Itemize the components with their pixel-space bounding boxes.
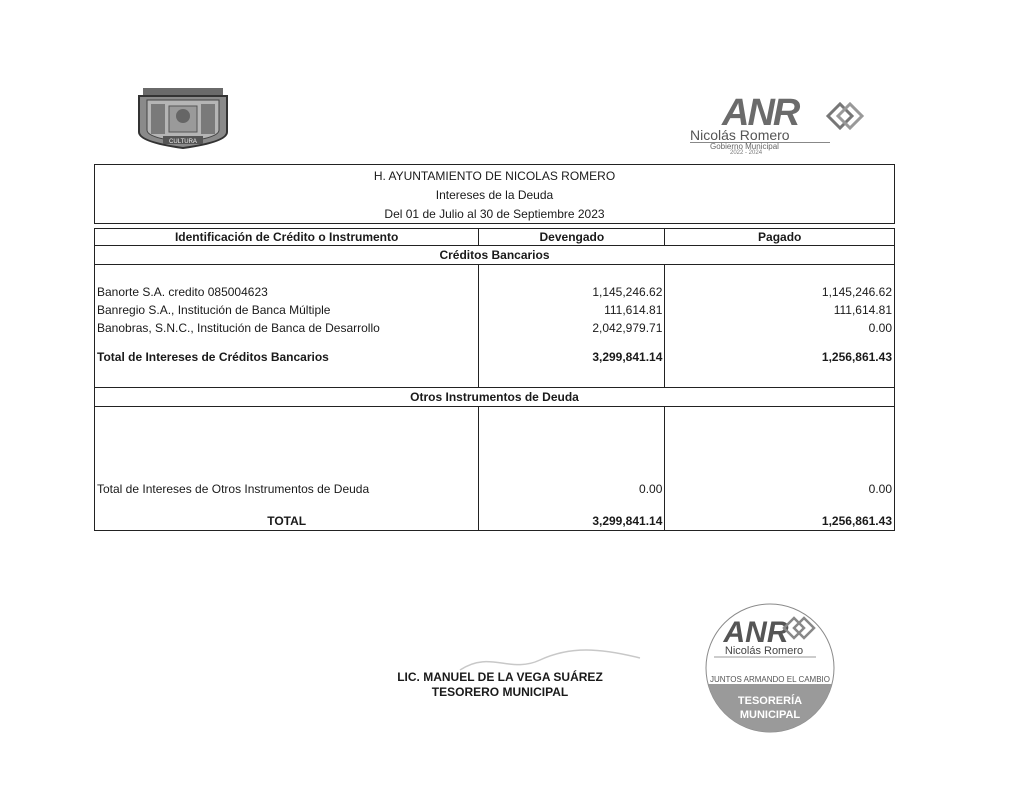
section-header-creditos	[95, 246, 895, 265]
signer-name: LIC. MANUEL DE LA VEGA SUÁREZ	[397, 670, 603, 684]
section-title-otros: Otros Instrumentos de Deuda	[95, 388, 895, 407]
nicolas-romero-logo	[686, 92, 872, 162]
stamp-line1: TESORERÍA	[737, 695, 803, 707]
total-devengado-creditos: 3,299,841.14	[479, 348, 665, 366]
credit-name: Banorte S.A. credito 085004623	[95, 283, 479, 301]
grand-total-devengado: 3,299,841.14	[479, 512, 665, 531]
spacer-row	[95, 366, 895, 388]
seal-text: CULTURA	[169, 139, 197, 145]
column-header-row	[95, 229, 895, 246]
section-title-creditos: Créditos Bancarios	[95, 246, 895, 265]
total-label-creditos: Total de Intereses de Créditos Bancarios	[95, 348, 479, 366]
credit-devengado: 2,042,979.71	[479, 319, 665, 337]
logo-subtitle: Gobierno Municipal	[710, 142, 779, 151]
credit-devengado: 111,614.81	[479, 301, 665, 319]
interest-report	[94, 164, 895, 531]
report-title: H. AYUNTAMIENTO DE NICOLAS ROMERO	[373, 169, 616, 183]
grand-total-label: TOTAL	[95, 512, 479, 531]
column-header-pagado: Pagado	[665, 229, 895, 246]
table-row	[95, 319, 895, 337]
municipal-coat-of-arms-logo	[133, 86, 233, 150]
report-period: Del 01 de Julio al 30 de Septiembre 2023	[384, 207, 605, 221]
signer-role: TESORERO MUNICIPAL	[431, 685, 569, 699]
total-row-creditos	[95, 348, 895, 366]
table-row	[95, 283, 895, 301]
credit-pagado: 0.00	[665, 319, 895, 337]
logo-years: 2022 - 2024	[730, 150, 763, 156]
column-header-devengado: Devengado	[479, 229, 665, 246]
spacer-row	[95, 407, 895, 481]
total-row-otros	[95, 480, 895, 498]
credit-devengado: 1,145,246.62	[479, 283, 665, 301]
credit-pagado: 1,145,246.62	[665, 283, 895, 301]
total-pagado-creditos: 1,256,861.43	[665, 348, 895, 366]
total-label-otros: Total de Intereses de Otros Instrumentos de Deuda	[95, 480, 479, 498]
section-header-otros	[95, 388, 895, 407]
grand-total-pagado: 1,256,861.43	[665, 512, 895, 531]
logo-mark: ANR	[722, 92, 799, 134]
table-row	[95, 301, 895, 319]
credit-name: Banobras, S.N.C., Institución de Banca de Desarrollo	[95, 319, 479, 337]
column-header-instrument: Identificación de Crédito o Instrumento	[95, 229, 479, 246]
spacer-row	[95, 337, 895, 348]
credit-pagado: 111,614.81	[665, 301, 895, 319]
total-pagado-otros: 0.00	[665, 480, 895, 498]
stamp-motto: JUNTOS ARMANDO EL CAMBIO	[709, 675, 831, 684]
stamp-name: Nicolás Romero	[724, 645, 804, 657]
spacer-row	[95, 498, 895, 512]
signature-block	[330, 670, 670, 700]
spacer-row	[95, 265, 895, 284]
stamp-line2: MUNICIPAL	[739, 709, 801, 721]
interest-table	[94, 228, 895, 531]
stamp-mark: ANR	[723, 616, 789, 649]
treasury-stamp	[704, 596, 836, 740]
grand-total-row	[95, 512, 895, 531]
report-header	[94, 164, 895, 224]
logo-name: Nicolás Romero	[690, 128, 830, 143]
credit-name: Banregio S.A., Institución de Banca Múltiple	[95, 301, 479, 319]
report-subtitle: Intereses de la Deuda	[435, 188, 554, 202]
total-devengado-otros: 0.00	[479, 480, 665, 498]
